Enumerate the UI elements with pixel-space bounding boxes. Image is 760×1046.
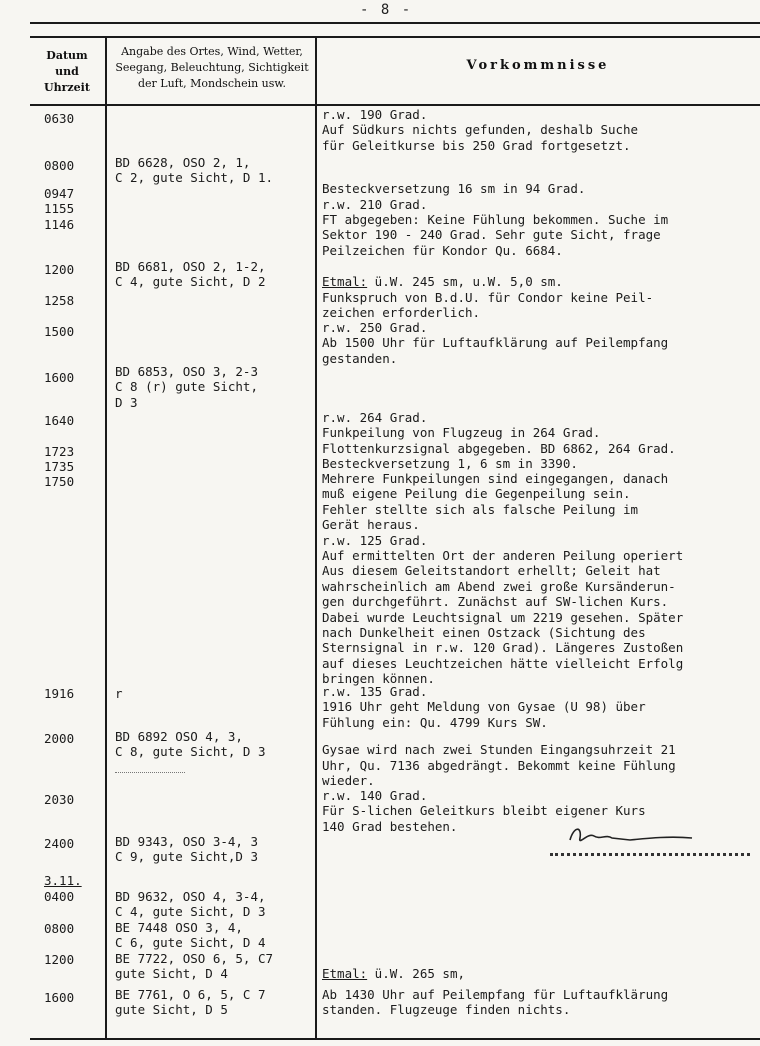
time-cell: 1500 — [44, 324, 75, 339]
event-cell: r.w. 140 Grad. Für S-lichen Geleitkurs bleibt eigener Kurs 140 Grad bestehen. — [322, 788, 646, 834]
time-cell: 1155 — [44, 201, 75, 216]
etmal-text: ü.W. 265 sm, — [367, 966, 465, 981]
time-cell: 1640 — [44, 413, 75, 428]
place-cell: BE 7448 OSO 3, 4, C 6, gute Sicht, D 4 — [115, 920, 266, 951]
event-cell: Ab 1430 Uhr auf Peilempfang für Luftaufklärung standen. Flugzeuge finden nichts. — [322, 987, 669, 1018]
time-cell: 0800 — [44, 158, 75, 173]
col-divider-2 — [315, 36, 317, 1038]
place-cell: BD 9632, OSO 4, 3-4, C 4, gute Sicht, D 3 — [115, 889, 266, 920]
event-cell: Besteckversetzung 16 sm in 94 Grad. — [322, 181, 586, 196]
etmal-text: ü.W. 245 sm, u.W. 5,0 sm. — [367, 274, 563, 289]
time-cell: 0400 — [44, 889, 75, 904]
event-cell: Funkspruch von B.d.U. für Condor keine Peil- zeichen erforderlich. — [322, 290, 654, 321]
place-cell: BD 6681, OSO 2, 1-2, C 4, gute Sicht, D 2 — [115, 259, 266, 290]
signature-mark — [560, 822, 700, 852]
event-cell: Mehrere Funkpeilungen sind eingegangen, danach muß eigene Peilung die Gegenpeilung sein. Fehler stellte sich als falsche Peilung im Gerät heraus. r.w. 125 Grad. Auf ermittelten Ort der anderen Peilung operiert Aus diesem Geleitstandort erhellt; Geleit hat wahrscheinlich am Abend zwei große Kursänderun- gen durchgeführt. Zunächst auf SW-lichen Kurs. Dabei wurde Leuchtsignal um 2219 gesehen. Später nach Dunkelheit einen Ostzack (Sichtung des Sternsignal in r.w. 120 Grad). Längeres Zustoßen auf dieses Leuchtzeichen hätte vielleicht Erfolg bringen können. — [322, 471, 684, 687]
time-cell: 0947 — [44, 186, 75, 201]
date-cell: 3.11. — [44, 873, 82, 888]
event-cell: r.w. 250 Grad. Ab 1500 Uhr für Luftaufklärung auf Peilempfang gestanden. — [322, 320, 669, 366]
header-ort: Angabe des Ortes, Wind, Wetter, Seegang, Beleuchtung, Sichtigkeit der Luft, Mondschein usw. — [115, 45, 309, 90]
time-cell: 1723 — [44, 444, 75, 459]
etmal-label: Etmal: — [322, 274, 368, 289]
time-cell: 1735 — [44, 459, 75, 474]
event-cell — [322, 966, 465, 981]
top-border — [30, 22, 760, 24]
header-vorkommnisse: Vorkommnisse — [466, 58, 610, 73]
time-cell: 1200 — [44, 262, 75, 277]
header-datum: Datum und Uhrzeit — [44, 49, 90, 94]
event-cell: r.w. 135 Grad. 1916 Uhr geht Meldung von Gysae (U 98) über Fühlung ein: Qu. 4799 Kurs SW. — [322, 684, 646, 730]
event-cell — [322, 274, 563, 289]
place-cell: BD 6853, OSO 3, 2-3 C 8 (r) gute Sicht, D 3 — [115, 364, 258, 410]
time-cell: 1146 — [44, 217, 75, 232]
event-cell: r.w. 210 Grad. — [322, 197, 428, 212]
event-cell: r.w. 264 Grad. Funkpeilung von Flugzeug in 264 Grad. — [322, 410, 601, 441]
time-cell: 1750 — [44, 474, 75, 489]
time-cell: 2030 — [44, 792, 75, 807]
place-cell: r — [115, 686, 123, 701]
page-number: - 8 - — [360, 2, 413, 18]
etmal-label: Etmal: — [322, 966, 368, 981]
place-cell: BE 7722, OSO 6, 5, C7 gute Sicht, D 4 — [115, 951, 274, 982]
time-cell: 1916 — [44, 686, 75, 701]
event-cell: FT abgegeben: Keine Fühlung bekommen. Suche im Sektor 190 - 240 Grad. Sehr gute Sicht, frage Peilzeichen für Kondor Qu. 6684. — [322, 212, 669, 258]
place-cell: BD 6628, OSO 2, 1, C 2, gute Sicht, D 1. — [115, 155, 274, 186]
bottom-rule — [30, 1038, 760, 1040]
header-top-rule — [30, 36, 760, 38]
place-cell: BE 7761, O 6, 5, C 7 gute Sicht, D 5 — [115, 987, 266, 1018]
header-bottom-rule — [30, 104, 760, 106]
time-cell: 1600 — [44, 990, 75, 1005]
dotted-separator — [115, 772, 185, 773]
time-cell: 1600 — [44, 370, 75, 385]
event-cell: r.w. 190 Grad. Auf Südkurs nichts gefunden, deshalb Suche für Geleitkurse bis 250 Grad fortgesetzt. — [322, 107, 639, 153]
time-cell: 1200 — [44, 952, 75, 967]
time-cell: 1258 — [44, 293, 75, 308]
event-cell: Gysae wird nach zwei Stunden Eingangsuhrzeit 21 Uhr, Qu. 7136 abgedrängt. Bekommt keine Fühlung wieder. — [322, 742, 676, 789]
event-cell: Flottenkurzsignal abgegeben. BD 6862, 264 Grad. — [322, 441, 676, 456]
place-cell: BD 6892 OSO 4, 3, C 8, gute Sicht, D 3 — [115, 729, 266, 760]
place-cell: BD 9343, OSO 3-4, 3 C 9, gute Sicht,D 3 — [115, 834, 258, 865]
time-cell: 0630 — [44, 111, 75, 126]
time-cell: 0800 — [44, 921, 75, 936]
signature-dotted-line — [550, 853, 750, 856]
time-cell: 2000 — [44, 731, 75, 746]
event-cell: Besteckversetzung 1, 6 sm in 3390. — [322, 456, 578, 471]
time-cell: 2400 — [44, 836, 75, 851]
col-divider-1 — [105, 36, 107, 1038]
